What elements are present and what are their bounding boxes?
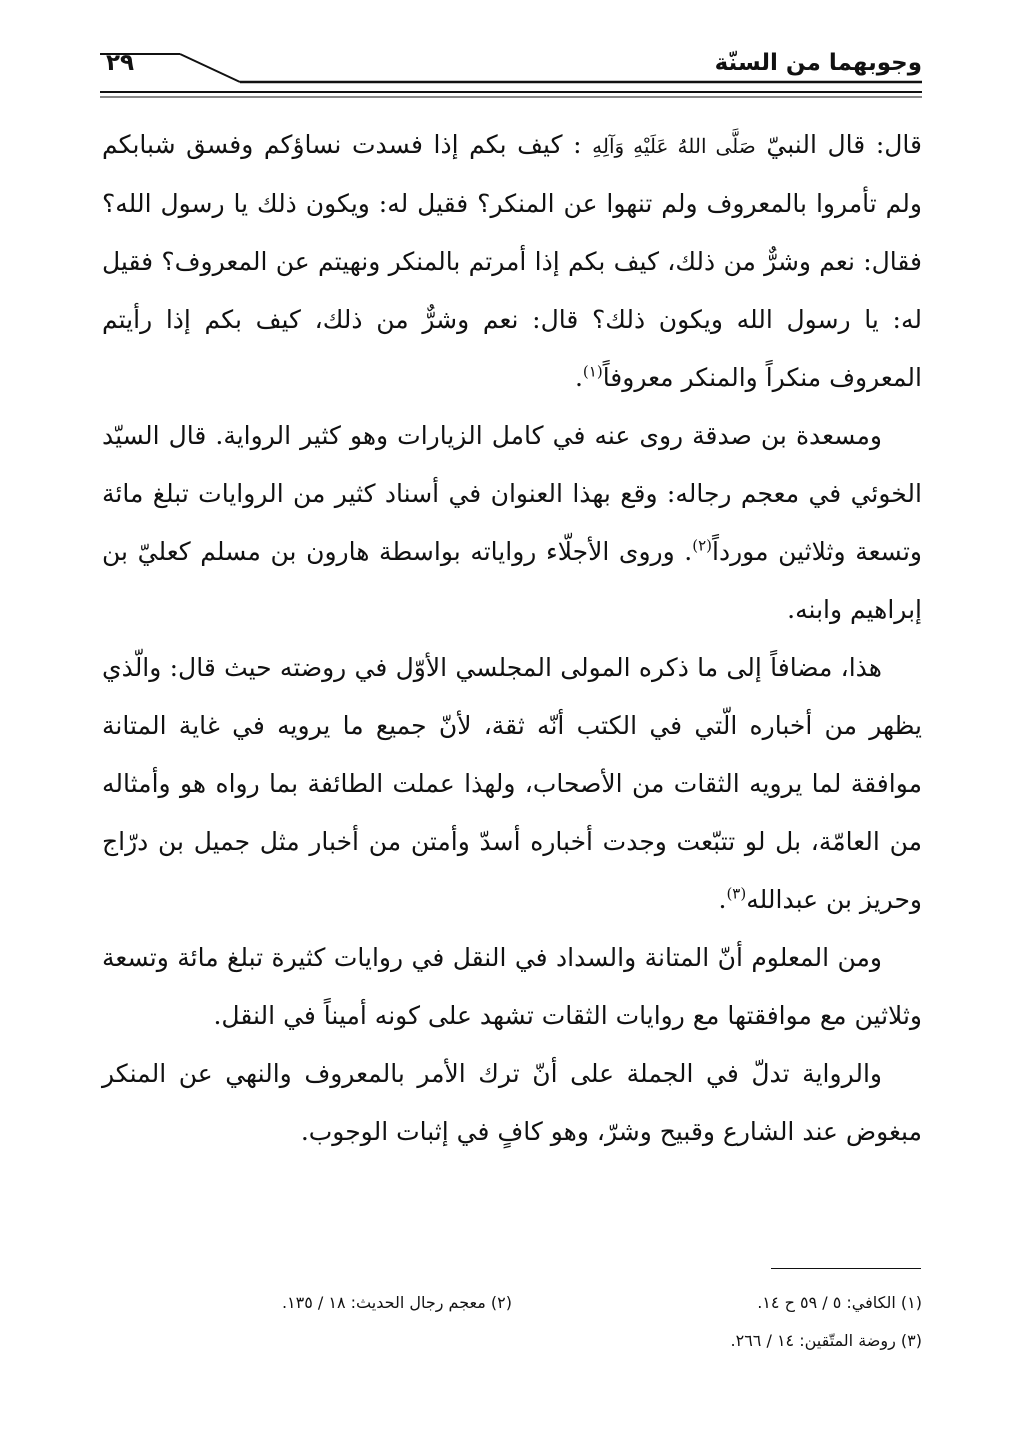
footnotes: [102, 1284, 922, 1360]
footnote-row: [102, 1284, 922, 1322]
paragraph-4: ومن المعلوم أنّ المتانة والسداد في النقل في روايات كثيرة تبلغ مائة وتسعة وثلاثين مع موافقتها مع روايات الثقات تشهد على كونه أميناً في النقل.: [102, 943, 922, 1030]
paragraph-text: .: [574, 363, 583, 392]
honorific-glyph: صَلَّى اللهُ عَلَيْهِ وَآلِهِ: [592, 134, 756, 158]
footnote-ref[interactable]: (١): [582, 362, 603, 381]
paragraph-3: [102, 639, 922, 929]
paragraph-text: : كيف بكم إذا فسدت نساؤكم وفسق شبابكم ولم تأمروا بالمعروف ولم تنهوا عن المنكر؟ فقيل له: ويكون ذلك يا رسول الله؟ فقال: نعم وشرٌّ من ذلك، كيف بكم إذا أمرتم بالمنكر ونهيتم عن المعروف؟ فقيل له: يا رسول الله ويكون ذلك؟ قال: نعم وشرٌّ من ذلك، كيف بكم إذا رأيتم المعروف منكراً والمنكر معروفاً: [102, 130, 922, 392]
paragraph-5: والرواية تدلّ في الجملة على أنّ ترك الأمر بالمعروف والنهي عن المنكر مبغوض عند الشارع وقبيح وشرّ، وهو كافٍ في إثبات الوجوب.: [102, 1059, 922, 1146]
page-number: ٢٩: [106, 50, 135, 76]
paragraph-text: قال: قال النبيّ: [755, 130, 922, 159]
main-text: [102, 116, 922, 1161]
footnote-separator: [771, 1268, 921, 1269]
footnote-ref[interactable]: (٣): [726, 884, 747, 903]
footnote-2: (٢) معجم رجال الحديث: ١٨ / ١٣٥.: [281, 1293, 512, 1312]
page-header: [100, 40, 922, 100]
paragraph-2: [102, 407, 922, 639]
paragraph-text: ومسعدة بن صدقة روى عنه في كامل الزيارات وهو كثير الرواية. قال السيّد الخوئي في معجم رجاله: وقع بهذا العنوان في أسناد كثير من الروايات تبلغ مائة وتسعة وثلاثين مورداً: [102, 421, 922, 566]
running-title: وجوبهما من السنّة: [714, 50, 922, 76]
footnote-row: [102, 1322, 922, 1360]
paragraph-1: [102, 116, 922, 407]
footnote-ref[interactable]: (٢): [692, 536, 713, 555]
footnote-3: (٣) روضة المتّقين: ١٤ / ٢٦٦.: [730, 1331, 922, 1350]
paragraph-text: .: [718, 885, 727, 914]
footnote-1: (١) الكافي: ٥ / ٥٩ ح ١٤.: [757, 1293, 922, 1312]
paragraph-text: هذا، مضافاً إلى ما ذكره المولى المجلسي الأوّل في روضته حيث قال: والّذي يظهر من أخباره الّتي في الكتب أنّه ثقة، لأنّ جميع ما يرويه في غاية المتانة موافقة لما يرويه الثقات من الأصحاب، ولهذا عملت الطائفة بما رواه هو وأمثاله من العامّة، بل لو تتبّعت وجدت أخباره أسدّ وأمتن من أخبار مثل جميل بن درّاج وحريز بن عبدالله: [102, 653, 922, 914]
paragraph-text: . وروى الأجلّاء رواياته بواسطة هارون بن مسلم كعليّ بن إبراهيم وابنه.: [102, 537, 922, 624]
